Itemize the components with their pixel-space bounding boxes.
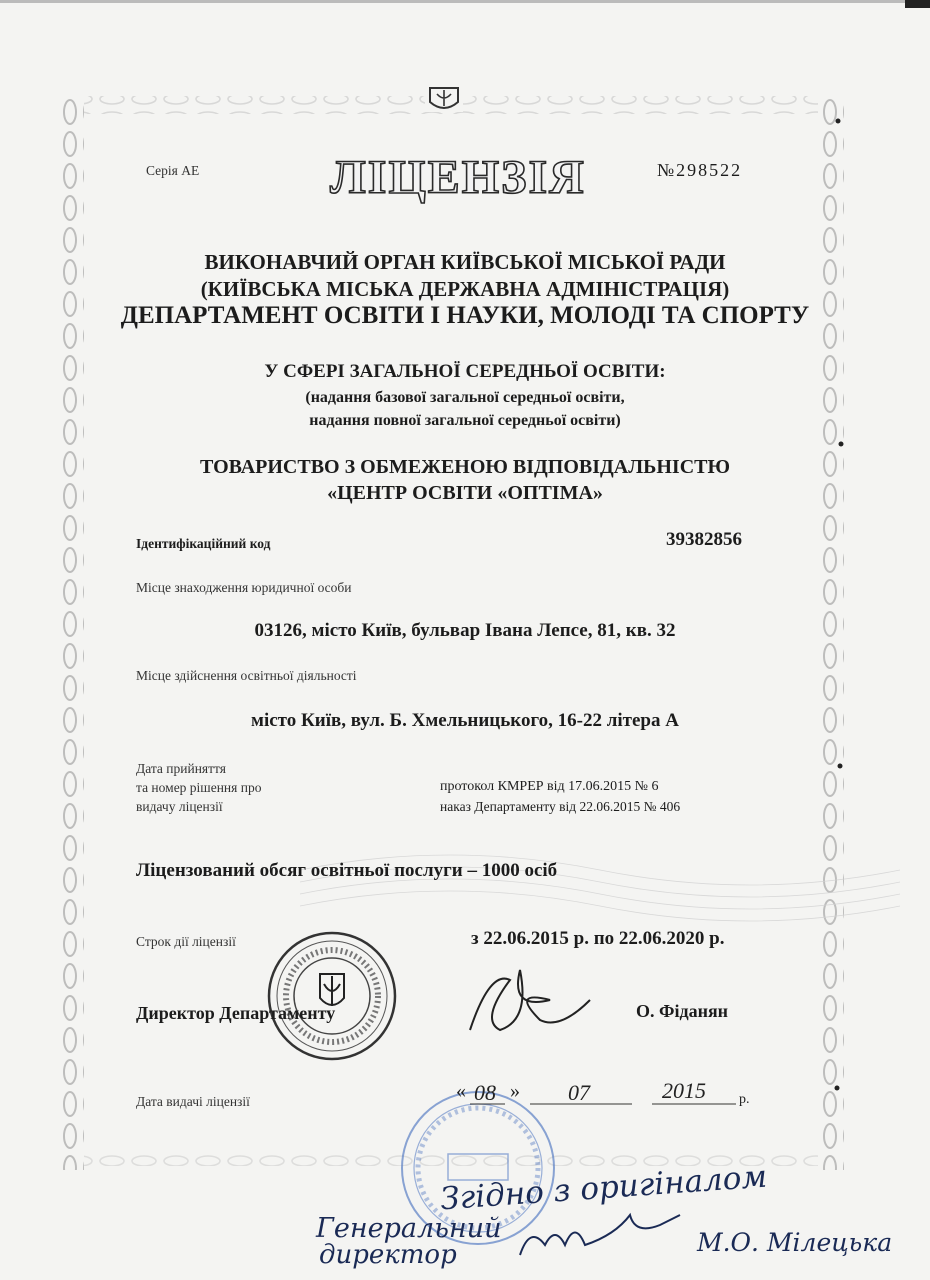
- document-title: ЛІЦЕНЗІЯ: [330, 151, 586, 204]
- coat-of-arms-icon: [425, 86, 463, 112]
- protocol-value: протокол КМРЕР від 17.06.2015 № 6: [440, 779, 659, 794]
- term-value: з 22.06.2015 р. по 22.06.2020 р.: [471, 928, 725, 949]
- location-label: Місце знаходження юридичної особи: [136, 580, 352, 595]
- activity-location-label: Місце здійснення освітньої діяльності: [136, 668, 357, 683]
- director-signature-icon: [470, 970, 590, 1030]
- decision-label-3: видачу ліцензії: [136, 799, 223, 814]
- issuer-department: ДЕПАРТАМЕНТ ОСВІТИ І НАУКИ, МОЛОДІ ТА СПОРТУ: [120, 302, 810, 329]
- issue-date-quote-open: «: [456, 1080, 466, 1102]
- licensed-volume: Ліцензований обсяг освітньої послуги – 1000 осіб: [136, 860, 558, 881]
- director-name: О. Фіданян: [636, 1001, 729, 1021]
- issue-date-year: 2015: [662, 1078, 706, 1103]
- series-label: Серія АЕ: [146, 163, 200, 178]
- sphere-service-1: (надання базової загальної середньої освіти,: [305, 389, 625, 406]
- license-number: №298522: [657, 160, 743, 180]
- sphere-service-2: надання повної загальної середньої освіти): [309, 412, 621, 429]
- issue-date-label: Дата видачі ліцензії: [136, 1094, 250, 1109]
- issue-date-month: 07: [568, 1080, 590, 1105]
- issue-date-suffix: р.: [739, 1092, 750, 1107]
- id-code-label: Ідентифікаційний код: [136, 536, 271, 551]
- signer-position-1: Генеральний: [316, 1213, 502, 1244]
- activity-location-value: місто Київ, вул. Б. Хмельницького, 16-22 літера А: [251, 710, 679, 731]
- sphere-title: У СФЕРІ ЗАГАЛЬНОЇ СЕРЕДНЬОЇ ОСВІТИ:: [264, 361, 666, 382]
- signer-position-2: директор: [319, 1240, 457, 1270]
- issue-date-quote-close: »: [510, 1080, 520, 1102]
- decision-label-1: Дата прийняття: [136, 761, 226, 776]
- handwritten-signature-icon: [520, 1215, 680, 1255]
- company-name-2: «ЦЕНТР ОСВІТИ «ОПТІМА»: [327, 482, 603, 504]
- issuer-line-2: (КИЇВСЬКА МІСЬКА ДЕРЖАВНА АДМІНІСТРАЦІЯ): [200, 277, 730, 301]
- company-name-1: ТОВАРИСТВО З ОБМЕЖЕНОЮ ВІДПОВІДАЛЬНІСТЮ: [200, 456, 730, 478]
- certified-copy-note: Згідно з оригіналом: [439, 1158, 769, 1218]
- location-value: 03126, місто Київ, бульвар Івана Лепсе, 81, кв. 32: [254, 620, 676, 641]
- issue-date-day: 08: [474, 1080, 496, 1105]
- term-label: Строк дії ліцензії: [136, 934, 236, 949]
- official-seal-icon: [269, 933, 395, 1059]
- decision-label-2: та номер рішення про: [136, 780, 262, 795]
- order-value: наказ Департаменту від 22.06.2015 № 406: [440, 799, 681, 814]
- issuer-line-1: ВИКОНАВЧИЙ ОРГАН КИЇВСЬКОЇ МІСЬКОЇ РАДИ: [204, 250, 726, 274]
- director-label: Директор Департаменту: [136, 1003, 336, 1023]
- signer-name: М.О. Мілецька: [697, 1228, 893, 1257]
- id-code-value: 39382856: [666, 529, 742, 550]
